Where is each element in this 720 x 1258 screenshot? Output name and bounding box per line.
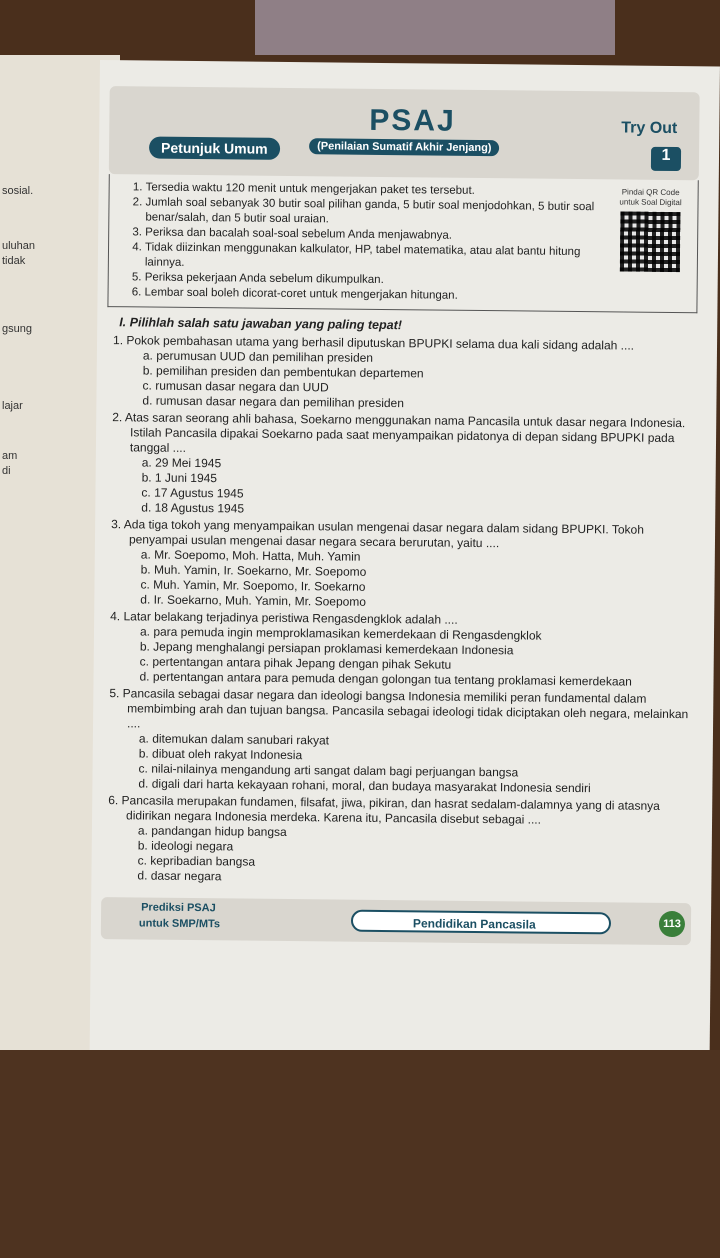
answer-option: a. Mr. Soepomo, Moh. Hatta, Muh. Yamin [140,546,361,564]
question-list [101,333,697,889]
left-fragment: sosial. [2,185,34,197]
qr-code-block [615,187,686,272]
answer-option: b. dibuat oleh rakyat Indonesia [138,745,303,762]
table-surface [0,1050,720,1258]
qr-label: Pindai QR Code untuk Soal Digital [619,187,682,208]
tryout-number: 1 [651,147,681,171]
answer-option: a. 29 Mei 1945 [141,454,222,470]
answer-option: c. rumusan dasar negara dan UUD [142,377,329,394]
answer-option: c. Muh. Yamin, Mr. Soepomo, Ir. Soekarno [140,576,366,594]
question-number: 5. [109,685,123,700]
answer-option: d. rumusan dasar negara dan pemilihan presiden [142,392,405,410]
question-text: 1. Pokok pembahasan utama yang berhasil diputuskan BPUPKI selama dua kali sidang adalah .... [112,332,635,353]
footer-subject: Pendidikan Pancasila [351,909,611,934]
question-number: 4. [110,608,124,623]
question-number: 2. [112,409,126,424]
background-sheet [255,0,615,55]
question-number: 3. [111,516,124,531]
question-item [110,517,695,613]
answer-option: d. digali dari harta kekayaan rohani, moral, dan budaya masyarakat Indonesia sendiri [138,775,591,795]
answer-option: a. ditemukan dalam sanubari rakyat [138,730,330,747]
answer-option: c. nilai-nilainya mengandung arti sangat dalam bagi perjuangan bangsa [138,760,519,779]
instruction-item: 2. Jumlah soal sebanyak 30 butir soal pilihan ganda, 5 butir soal menjodohkan, 5 butir soal benar/salah, dan 5 butir soal uraian. [145,195,597,230]
left-fragment: uluhan [2,240,36,252]
left-fragment: gsung [2,323,32,335]
exam-page [89,60,720,1116]
answer-option: d. pertentangan antara para pemuda dengan golongan tua tentang proklamasi kemerdekaan [139,668,632,689]
qr-code-icon [620,211,681,272]
answer-option: a. pandangan hidup bangsa [137,822,287,839]
answer-option: d. 18 Agustus 1945 [141,499,245,516]
answer-option: a. perumusan UUD dan pemilihan presiden [142,347,374,365]
question-text: 6. Pancasila merupakan fundamen, filsafat, jiwa, pikiran, dan hasrat sedalam-dalamnya yang di atasnya didirikan negara Indonesia merdeka. Karena itu, Pancasila disebut sebagai .... [108,792,660,827]
question-item [112,333,697,414]
question-item [109,609,694,690]
left-fragment: lajar [2,400,23,412]
answer-option: c. kepribadian bangsa [137,852,256,869]
answer-option: c. 17 Agustus 1945 [141,484,244,501]
petunjuk-label: Petunjuk Umum [149,137,280,160]
question-text: 4. Latar belakang terjadinya peristiwa Rengasdengklok adalah .... [110,608,458,627]
exam-header [109,86,700,180]
section-title: I. Pilihlah salah satu jawaban yang paling tepat! [119,314,403,332]
left-fragment: di [2,465,11,477]
page-footer [101,897,691,945]
tryout-label: Try Out [621,119,678,138]
question-number: 1. [112,332,127,347]
answer-option: b. Muh. Yamin, Ir. Soekarno, Mr. Soepomo [140,561,367,579]
question-number: 6. [108,792,122,807]
instructions-box [107,174,698,313]
answer-option: b. Jepang menghalangi persiapan proklamasi kemerdekaan Indonesia [139,638,514,657]
instruction-item: 1. Tersedia waktu 120 menit untuk mengerjakan paket tes tersebut. [146,180,598,200]
question-text: 5. Pancasila sebagai dasar negara dan ideologi bangsa Indonesia memiliki peran fundamental dalam membimbing arah dan tujuan bangsa. Pancasila sebagai ideologi tidak diciptakan oleh negara, melainkan .... [109,685,689,730]
answer-option: d. Ir. Soekarno, Muh. Yamin, Mr. Soepomo [140,591,367,609]
instruction-item: 4. Tidak diizinkan menggunakan kalkulator, HP, tabel matematika, atau alat bantu hitung lainnya. [145,240,597,275]
footer-prediksi: Prediksi PSAJ [141,900,216,914]
answer-option: a. para pemuda ingin memproklamasikan kemerdekaan di Rengasdengklok [139,623,542,643]
instruction-item: 3. Periksa dan bacalah soal-soal sebelum Anda menjawabnya. [145,225,597,245]
answer-option: b. pemilihan presiden dan pembentukan departemen [142,362,424,380]
instruction-item: 6. Lembar soal boleh dicorat-coret untuk mengerjakan hitungan. [144,285,596,305]
question-text: 3. Ada tiga tokoh yang menyampaikan usulan mengenai dasar negara dalam sidang BPUPKI. Tokoh penyampai usulan mengenai dasar negara secara berurutan, yaitu .... [111,516,644,550]
question-item [108,686,693,797]
question-text: 2. Atas saran seorang ahli bahasa, Soekarno menggunakan nama Pancasila untuk dasar negara Indonesia. Istilah Pancasila dipakai Soekarno pada saat menyampaikan pidatonya di depan sidang BPUPKI pada tanggal .... [112,409,686,455]
question-item [111,410,696,521]
footer-level: untuk SMP/MTs [138,916,221,930]
answer-option: d. dasar negara [137,867,222,883]
left-fragment: tidak [2,255,26,267]
exam-title: PSAJ [369,103,456,138]
left-fragment: am [2,450,18,462]
answer-option: b. ideologi negara [137,837,234,853]
exam-subtitle: (Penilaian Sumatif Akhir Jenjang) [309,138,500,156]
question-item [107,793,692,889]
answer-option: b. 1 Juni 1945 [141,469,218,485]
instruction-item: 5. Periksa pekerjaan Anda sebelum dikumpulkan. [145,270,597,290]
page-number: 113 [659,910,685,936]
answer-option: c. pertentangan antara pihak Jepang dengan pihak Sekutu [139,653,452,672]
